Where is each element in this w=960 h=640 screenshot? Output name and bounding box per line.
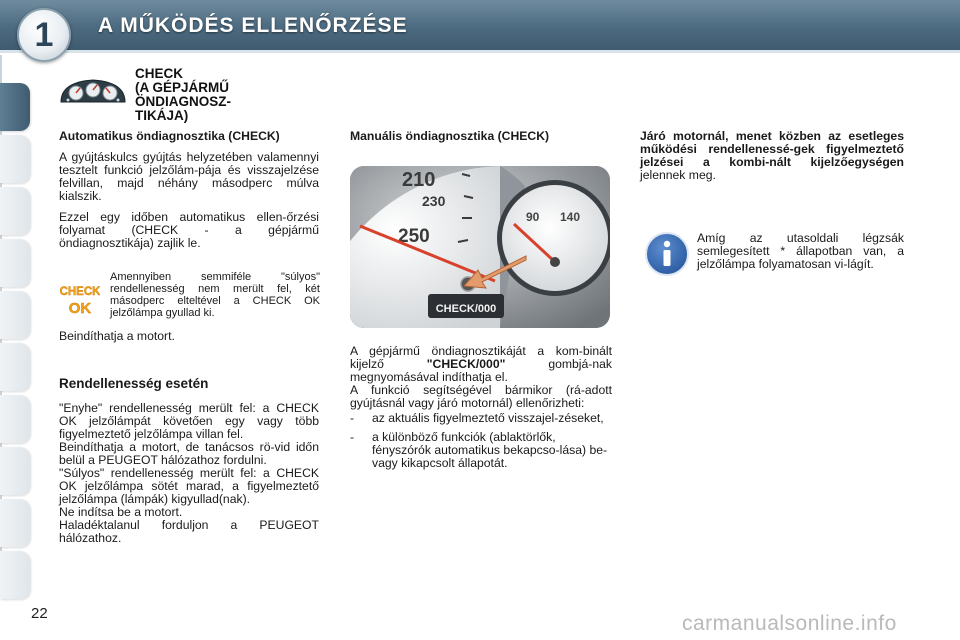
running-engine-bold: Járó motornál, menet közben az esetleges működési rendellenessé-gek figyelmeztető jelzései a kombi-nált kijelzőegységen (640, 129, 904, 169)
speed-label-250: 250 (398, 226, 430, 247)
chapter-tab-5[interactable] (0, 291, 30, 339)
watermark: carmanualsonline.info (682, 612, 897, 635)
start-note (59, 330, 319, 343)
left-column (59, 130, 319, 250)
manual-paragraph-2: A funkció segítségével bármikor (rá-adott gyújtásnál vagy járó motornál) ellenőrizheti: (350, 383, 612, 410)
airbag-note (697, 232, 904, 271)
manual-text-block (350, 345, 612, 470)
right-column (640, 130, 904, 182)
manual-text-end: gombjá-nak megnyomásával indíthatja el. (350, 357, 612, 384)
svg-text:CHECK: CHECK (60, 286, 100, 298)
start-engine-text: Beindíthatja a motort. (59, 329, 175, 343)
list-item: - az aktuális figyelmeztető visszajel-zéseket, (350, 412, 612, 425)
chapter-tab-9[interactable] (0, 499, 30, 547)
chapter-tab-7[interactable] (0, 395, 30, 443)
paragraph-auto-check: Ezzel egy időben automatikus ellen-őrzési folyamat (CHECK - a gépjármű öndiagnosztikája) zajlik le. (59, 210, 319, 250)
paragraph-ignition: A gyújtáskulcs gyújtás helyzetében valamennyi tesztelt funkció jelzőlám-pája és visszajelzése felvillan, majd néhány másodperc múlva kialszik. (59, 150, 319, 203)
instrument-cluster-icon (58, 76, 128, 106)
fault-section (59, 377, 319, 545)
section-title: CHECK (A GÉPJÁRMŰ ÖNDIAGNOSZ- TIKÁJA) (135, 66, 231, 123)
info-glyph-icon (660, 240, 674, 268)
list-item: - a különböző funkciók (ablaktörlők, fényszórók automatikus bekapcso-lása) be- vagy kikapcsolt állapotát. (350, 431, 612, 470)
info-icon (645, 232, 689, 276)
fault-text: "Enyhe" rendellenesség merült fel: a CHECK OK jelzőlámpát követően egy vagy több figyelmeztető jelzőlámpa villan fel. Beindíthatja a motort, de tanácsos rö-vid időn belül a PEUGEOT hálózathoz fordulni. "Súlyos" rendellenesség merült fel: a CHECK OK jelzőlámpa sötét marad, a figyelmeztető jelzőlámpa (lámpák) kigyullad(nak). Ne indítsa be a motort. Haladéktalanul forduljon a PEUGEOT hálózathoz. (59, 401, 319, 545)
speed-label-230: 230 (422, 193, 446, 209)
running-engine-paragraph (640, 130, 904, 182)
chapter-tab-1[interactable] (0, 83, 30, 131)
check-button-label: CHECK/000 (435, 303, 497, 315)
chapter-tab-8[interactable] (0, 447, 30, 495)
airbag-note-text: Amíg az utasoldali légzsák semlegesített * állapotban van, a jelzőlámpa folyamatosan vi-lágít. (697, 231, 904, 271)
manual-diagnostics-heading: Manuális öndiagnosztika (CHECK) (350, 129, 550, 143)
chapter-tab-2[interactable] (0, 135, 30, 183)
manual-heading-block (350, 130, 612, 143)
page-title: A MŰKÖDÉS ELLENŐRZÉSE (98, 14, 408, 37)
chapter-tab-6[interactable] (0, 343, 30, 391)
temp-label-140: 140 (560, 210, 581, 224)
chapter-tab-3[interactable] (0, 187, 30, 235)
manual-paragraph (350, 345, 612, 384)
chapter-tab-4[interactable] (0, 239, 30, 287)
check-ok-warning-icon (60, 282, 100, 316)
page-number: 22 (31, 605, 48, 622)
manual-text-start: A gépjármű öndiagnosztikáját a kom-binált kijelző (350, 344, 612, 371)
check-list (350, 412, 612, 470)
chapter-number-badge (17, 8, 71, 62)
check-button-name: "CHECK/000" (426, 357, 506, 371)
auto-diagnostics-heading: Automatikus öndiagnosztika (CHECK) (59, 129, 280, 143)
check-ok-note: Amennyiben semmiféle "súlyos" rendellenesség nem merült fel, két másodperc elteltével a CHECK OK jelzőlámpa gyullad ki. (110, 271, 320, 319)
dashboard-photo (350, 166, 610, 328)
chapter-number: 1 (34, 15, 54, 54)
cluster-illustration (350, 166, 610, 328)
svg-text:OK: OK (68, 300, 92, 316)
temp-label-90: 90 (526, 210, 540, 224)
speed-label-210: 210 (402, 169, 436, 191)
running-engine-tail: jelennek meg. (640, 168, 716, 182)
header-divider (0, 50, 960, 53)
fault-heading: Rendellenesség esetén (59, 376, 209, 391)
chapter-tab-10[interactable] (0, 551, 30, 599)
